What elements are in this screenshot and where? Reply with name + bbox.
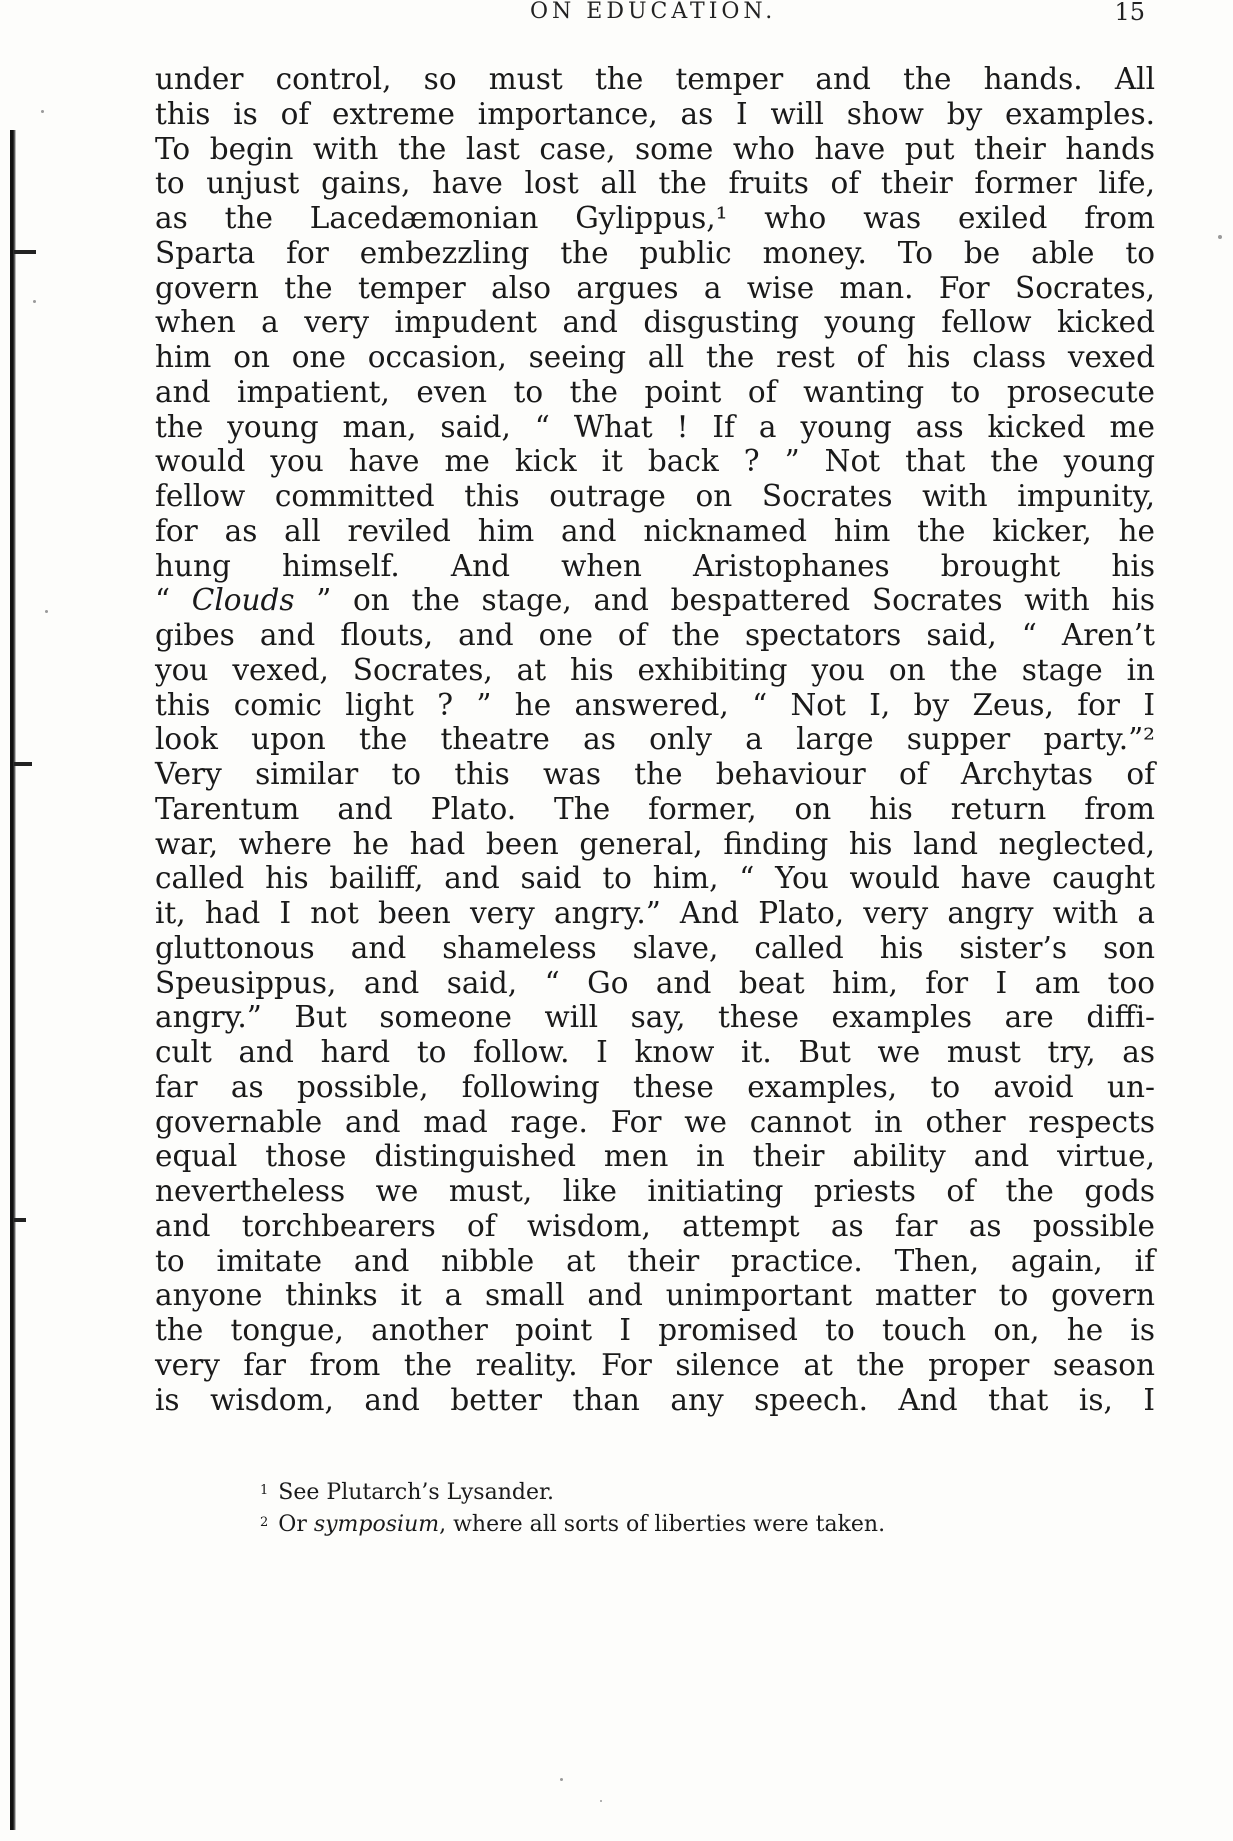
body-text xyxy=(155,62,1155,1417)
binding-mark xyxy=(14,762,32,766)
text-line: far as possible, following these examples, to avoid un- xyxy=(155,1069,1155,1104)
text-line: fellow committed this outrage on Socrates with impunity, xyxy=(155,479,1155,513)
text-line: as the Lacedæmonian Gylippus,¹ who was exiled from xyxy=(155,201,1155,235)
text-line: and torchbearers of wisdom, attempt as far as possible xyxy=(155,1208,1155,1243)
text-line: you vexed, Socrates, at his exhibiting you on the stage in xyxy=(155,652,1155,687)
text-line: Speusippus, and said, “ Go and beat him, for I am too xyxy=(155,965,1155,1000)
text-line: under control, so must the temper and the hands. All xyxy=(155,62,1155,96)
text-line: gibes and flouts, and one of the spectators said, “ Aren’t xyxy=(155,618,1155,652)
text-line: Sparta for embezzling the public money. To be able to xyxy=(155,235,1155,270)
text-line: called his bailiff, and said to him, “ You would have caught xyxy=(155,861,1155,896)
footnote-marker: 1 xyxy=(260,1483,269,1498)
text-line: very far from the reality. For silence at the proper season xyxy=(155,1347,1155,1382)
text-line: Tarentum and Plato. The former, on his return from xyxy=(155,791,1155,826)
text-line: it, had I not been very angry.” And Plato, very angry with a xyxy=(155,896,1155,930)
text-line: and impatient, even to the point of wanting to prosecute xyxy=(155,374,1155,409)
footnote xyxy=(260,1477,1160,1509)
paper-speck xyxy=(560,1778,563,1781)
text-line: Very similar to this was the behaviour of Archytas of xyxy=(155,757,1155,791)
text-line: for as all reviled him and nicknamed him the kicker, he xyxy=(155,513,1155,548)
text-line: to imitate and nibble at their practice. Then, again, if xyxy=(155,1243,1155,1278)
text-line: anyone thinks it a small and unimportant matter to govern xyxy=(155,1278,1155,1313)
binding-mark xyxy=(14,1218,26,1222)
running-head xyxy=(155,0,1155,26)
footnote-marker: 2 xyxy=(260,1515,269,1530)
text-line: gluttonous and shameless slave, called his sister’s son xyxy=(155,930,1155,965)
paper-speck xyxy=(45,610,48,613)
text-line: angry.” But someone will say, these examples are diffi- xyxy=(155,1000,1155,1035)
text-line: governable and mad rage. For we cannot in other respects xyxy=(155,1104,1155,1139)
paper-speck xyxy=(41,110,44,113)
text-line: look upon the theatre as only a large supper party.”² xyxy=(155,722,1155,757)
page-number: 15 xyxy=(1114,0,1145,26)
paper-speck xyxy=(1218,235,1222,239)
text-line: would you have me kick it back ? ” Not that the young xyxy=(155,444,1155,479)
text-line: govern the temper also argues a wise man. For Socrates, xyxy=(155,270,1155,305)
text-line: when a very impudent and disgusting young fellow kicked xyxy=(155,305,1155,340)
text-line: To begin with the last case, some who have put their hands xyxy=(155,131,1155,166)
footnote xyxy=(260,1509,1160,1541)
text-line: to unjust gains, have lost all the fruits of their former life, xyxy=(155,166,1155,201)
paper-speck xyxy=(33,300,36,303)
running-head-title: ON EDUCATION. xyxy=(530,0,777,24)
footnote-text: Or symposium, where all sorts of liberties were taken. xyxy=(278,1512,886,1537)
text-line: cult and hard to follow. I know it. But we must try, as xyxy=(155,1035,1155,1069)
text-line: this is of extreme importance, as I will show by examples. xyxy=(155,96,1155,131)
text-line: “ Clouds ” on the stage, and bespattered Socrates with his xyxy=(155,583,1155,618)
page-binding-edge xyxy=(10,130,16,1830)
text-line: nevertheless we must, like initiating priests of the gods xyxy=(155,1174,1155,1208)
text-line: him on one occasion, seeing all the rest of his class vexed xyxy=(155,340,1155,374)
text-line: is wisdom, and better than any speech. And that is, I xyxy=(155,1382,1155,1417)
footnote-text: See Plutarch’s Lysander. xyxy=(278,1480,555,1505)
text-line: equal those distinguished men in their ability and virtue, xyxy=(155,1139,1155,1174)
binding-mark xyxy=(14,250,36,254)
text-line: war, where he had been general, finding his land neglected, xyxy=(155,826,1155,861)
text-line: hung himself. And when Aristophanes brought his xyxy=(155,548,1155,583)
text-line: the tongue, another point I promised to touch on, he is xyxy=(155,1313,1155,1347)
text-line: the young man, said, “ What ! If a young ass kicked me xyxy=(155,409,1155,444)
footnotes xyxy=(260,1477,1160,1541)
text-line: this comic light ? ” he answered, “ Not I, by Zeus, for I xyxy=(155,687,1155,722)
paper-speck xyxy=(600,1800,602,1802)
